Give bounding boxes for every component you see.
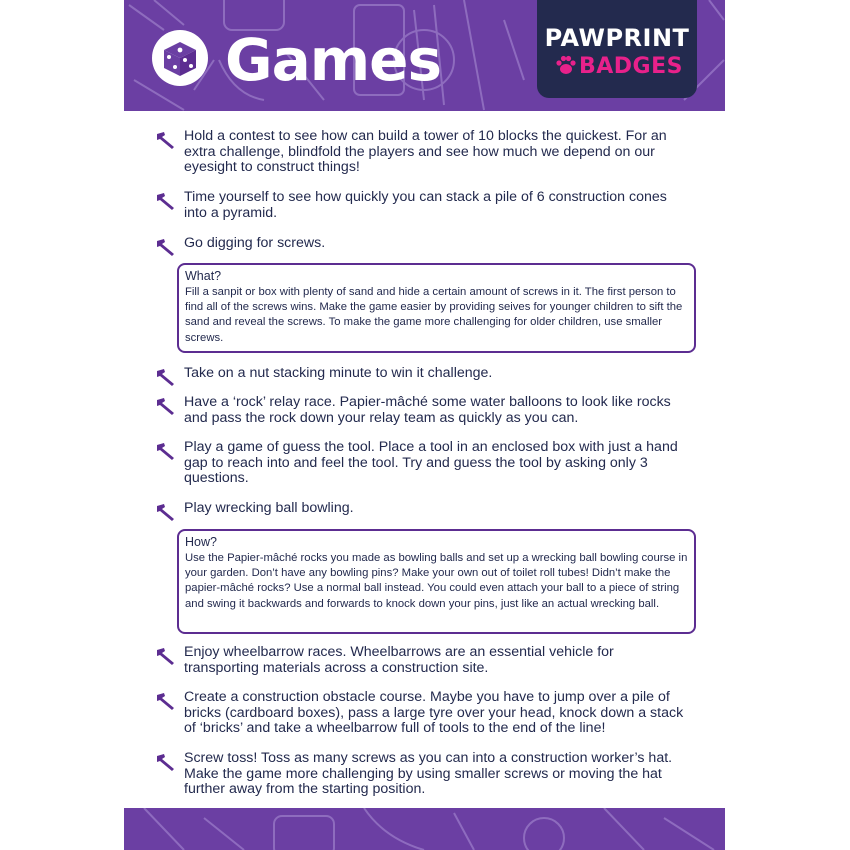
list-item-text: Enjoy wheelbarrow races. Wheelbarrows are an essential vehicle for transporting materials across a construction site. bbox=[184, 644, 614, 676]
list-item-text: Time yourself to see how quickly you can stack a pile of 6 construction cones into a pyramid. bbox=[184, 189, 667, 221]
logo-badges-row bbox=[555, 52, 695, 82]
list-item-text: Play a game of guess the tool. Place a tool in an enclosed box with just a hand gap to reach into and feel the tool. Try and guess the tool by asking only 3 questions. bbox=[184, 439, 678, 487]
list-item-text: Take on a nut stacking minute to win it challenge. bbox=[184, 365, 493, 381]
hammer-icon bbox=[154, 503, 176, 521]
hammer-icon bbox=[154, 442, 176, 460]
list-item-text: Go digging for screws. bbox=[184, 235, 326, 251]
list-item-text: Create a construction obstacle course. Maybe you have to jump over a pile of bricks (cardboard boxes), pass a large tyre over your head, knock down a stack of ‘bricks’ and take a wheelbarrow full of tools to the end of the line! bbox=[184, 689, 684, 737]
hammer-icon bbox=[154, 192, 176, 210]
pawprint-badges-logo bbox=[537, 0, 697, 98]
list-item-text: Hold a contest to see how can build a tower of 10 blocks the quickest. For an extra challenge, blindfold the players and see how much we depend on our eyesight to construct things! bbox=[184, 128, 667, 176]
info-box-title: What? bbox=[185, 269, 222, 283]
hammer-icon bbox=[154, 647, 176, 665]
hammer-icon bbox=[154, 368, 176, 386]
list-item-text: Play wrecking ball bowling. bbox=[184, 500, 354, 516]
list-item-text: Screw toss! Toss as many screws as you can into a construction worker’s hat. Make the game more challenging by using smaller screws or moving the hat further away from the starting position. bbox=[184, 750, 673, 798]
info-box-title: How? bbox=[185, 535, 217, 549]
page bbox=[124, 0, 725, 850]
header-banner bbox=[124, 0, 725, 111]
paw-icon bbox=[555, 54, 577, 76]
dice-badge bbox=[152, 30, 208, 86]
hammer-icon bbox=[154, 753, 176, 771]
logo-badges-text: BADGES bbox=[579, 54, 683, 79]
hammer-icon bbox=[154, 238, 176, 256]
info-box-how bbox=[177, 529, 696, 634]
info-box-body: Use the Papier-mâché rocks you made as bowling balls and set up a wrecking ball bowling course in your garden. Don’t have any bowling pins? Make your own out of toilet roll tubes! Didn’t make the papier-mâché rocks? Use a normal ball instead. You could even attach your ball to a piece of string and swing it backwards and forwards to knock down your pins, just like an actual wrecking ball. bbox=[185, 552, 688, 610]
footer-banner bbox=[124, 808, 725, 850]
page-title: Games bbox=[225, 26, 442, 94]
info-box-body: Fill a sanpit or box with plenty of sand and hide a certain amount of screws in it. The first person to find all of the screws wins. Make the game easier by providing seives for younger children to sift the sand and reveal the screws. To make the game more challenging for older children, use smaller screws. bbox=[185, 286, 683, 344]
list-item-text: Have a ‘rock’ relay race. Papier-mâché some water balloons to look like rocks and pass the rock down your relay team as quickly as you can. bbox=[184, 394, 671, 426]
hammer-icon bbox=[154, 692, 176, 710]
hammer-icon bbox=[154, 131, 176, 149]
dice-icon bbox=[152, 30, 208, 86]
info-box-what bbox=[177, 263, 696, 353]
tools-pattern bbox=[124, 808, 725, 850]
logo-pawprint-text: PAWPRINT bbox=[544, 24, 690, 52]
hammer-icon bbox=[154, 397, 176, 415]
